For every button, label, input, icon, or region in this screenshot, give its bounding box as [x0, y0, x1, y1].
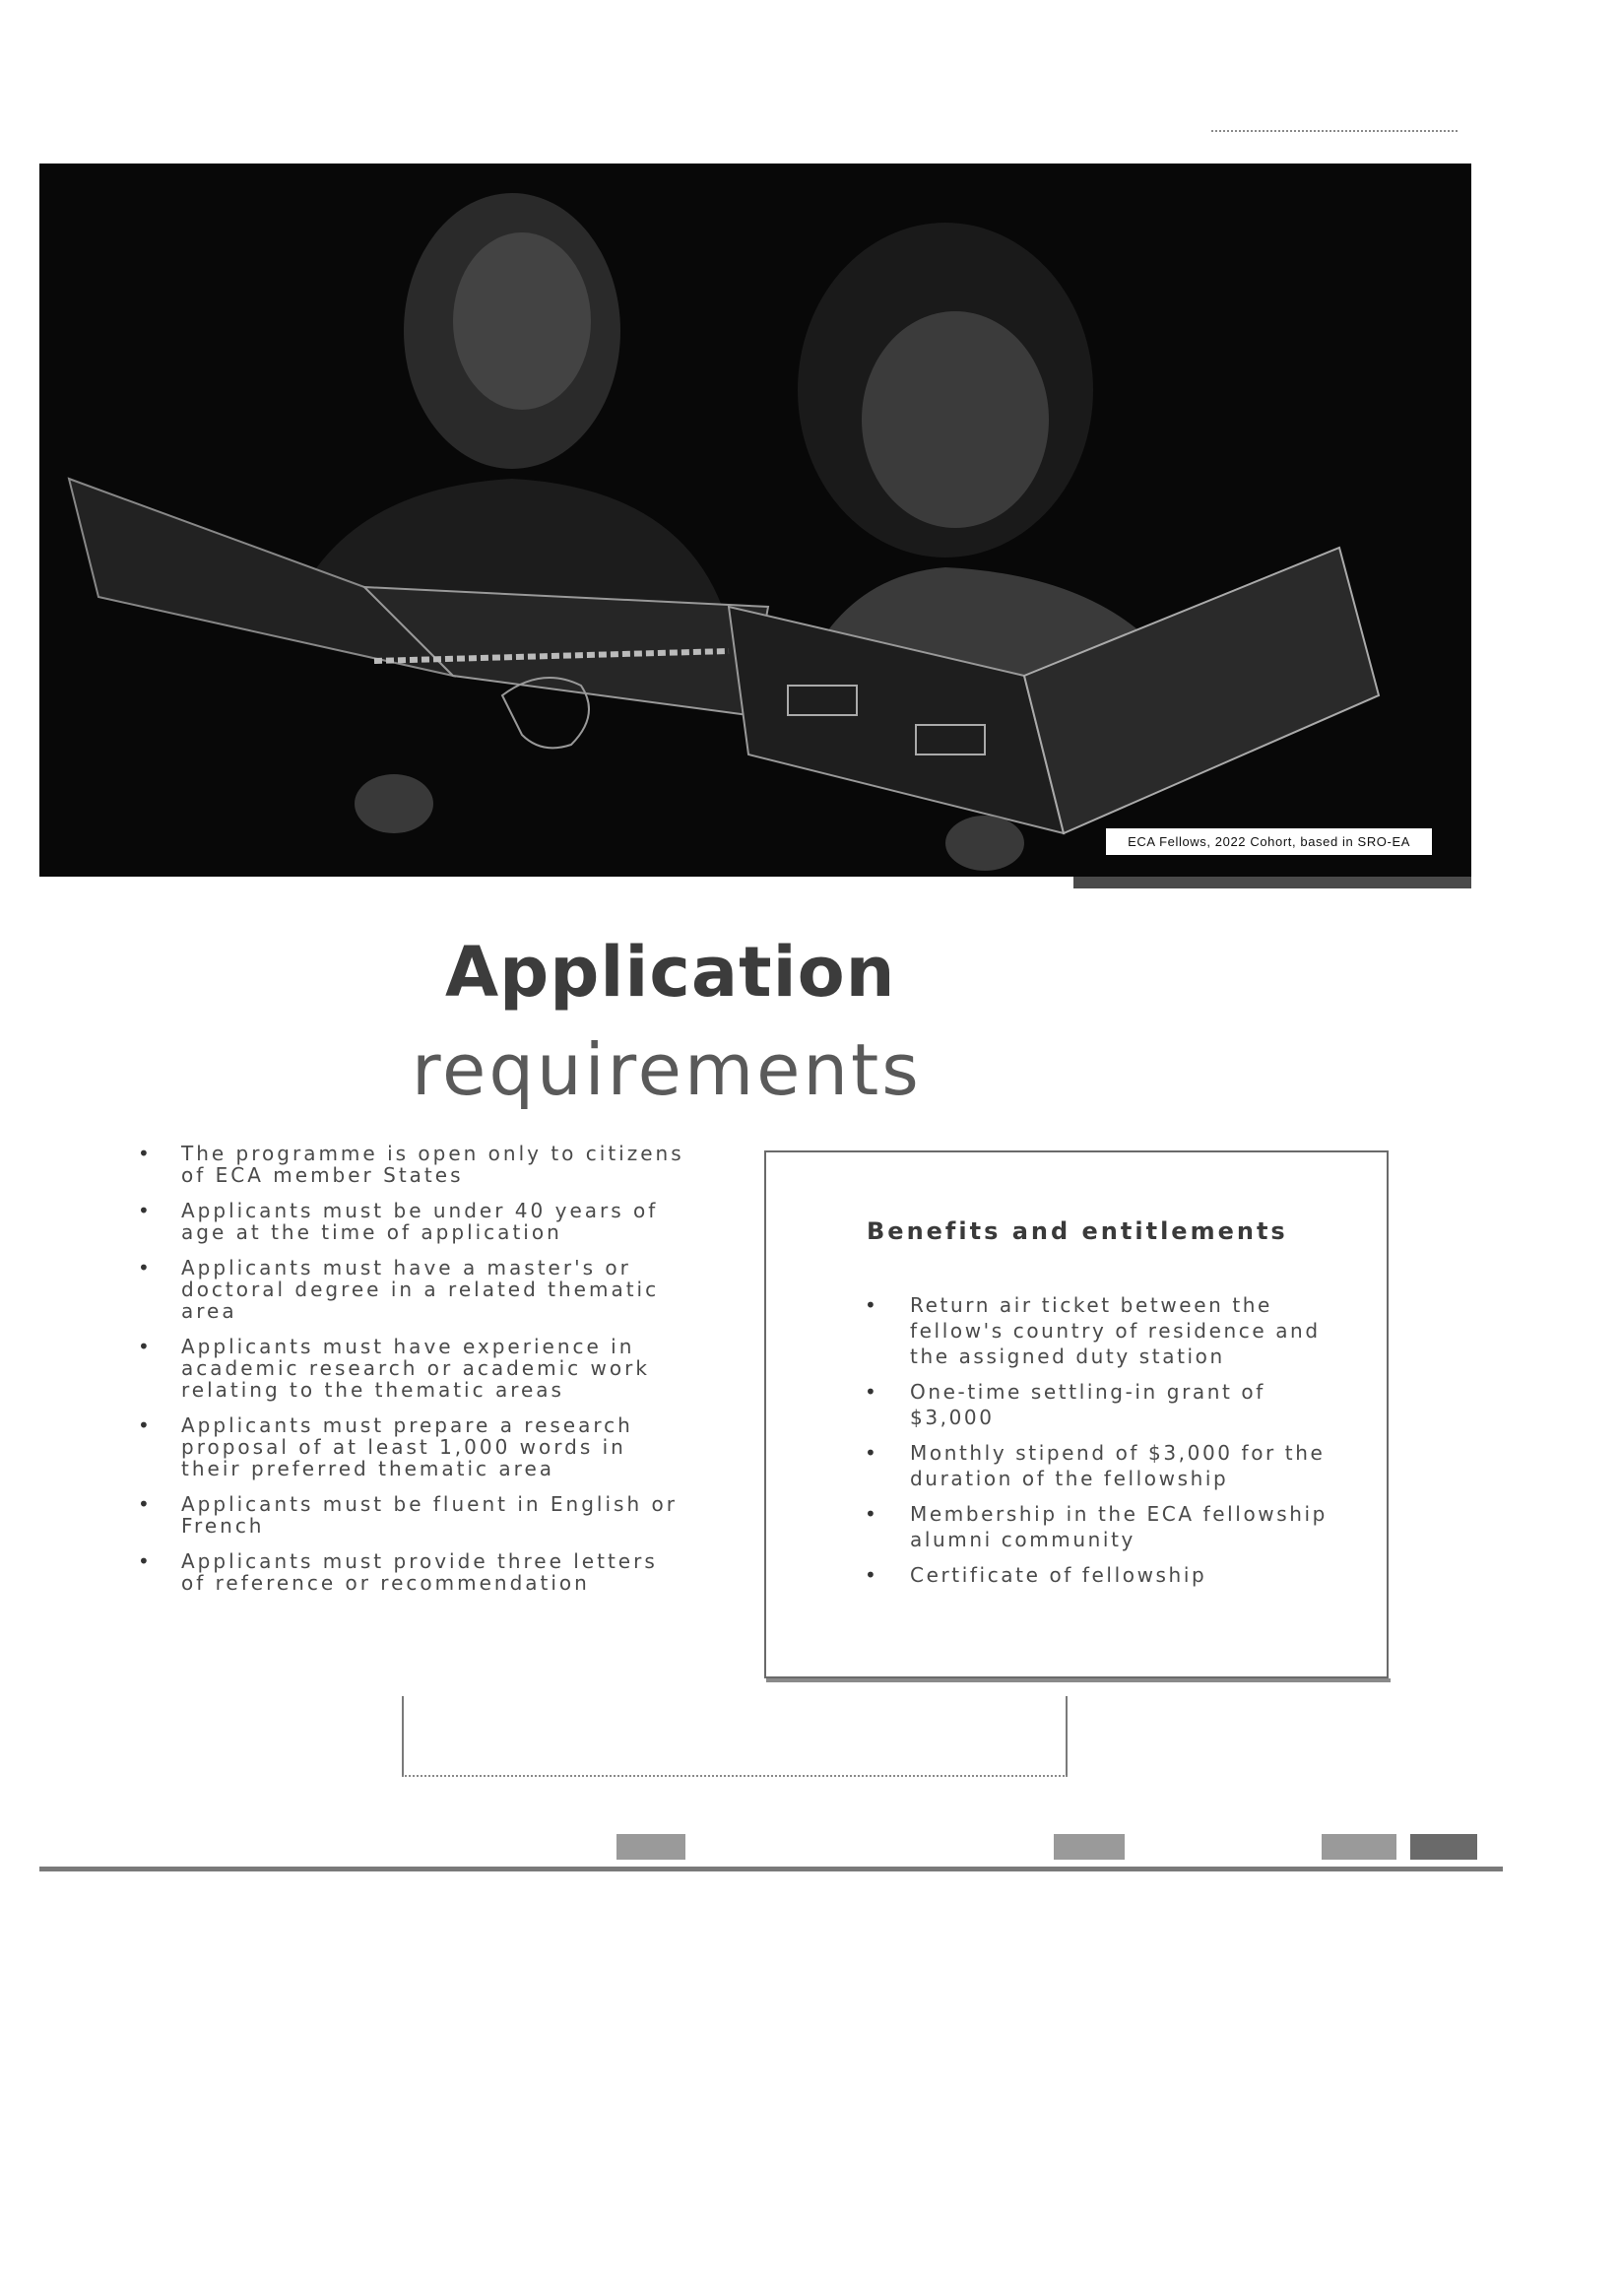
- bullet-icon: •: [865, 1563, 879, 1587]
- bullet-icon: •: [138, 1335, 153, 1358]
- benefit-text: Membership in the ECA fellowship alumni community: [910, 1502, 1328, 1551]
- scan-artifact-line: [1211, 130, 1458, 136]
- fellows-photo-illustration: [39, 164, 1471, 877]
- footer-chip: [1410, 1834, 1477, 1860]
- page-title: Application: [445, 932, 896, 1013]
- requirement-text: Applicants must prepare a research proposal of at least 1,000 words in their preferred thematic area: [181, 1413, 633, 1480]
- footer-chip: [616, 1834, 685, 1860]
- list-item: [865, 1562, 1328, 1588]
- benefit-text: Monthly stipend of $3,000 for the duration of the fellowship: [910, 1441, 1326, 1490]
- page-subtitle: requirements: [412, 1028, 922, 1111]
- bullet-icon: •: [138, 1256, 153, 1279]
- bullet-icon: •: [138, 1413, 153, 1437]
- requirement-text: Applicants must provide three letters of reference or recommendation: [181, 1549, 658, 1595]
- bullet-icon: •: [865, 1441, 879, 1465]
- benefit-text: Return air ticket between the fellow's country of residence and the assigned duty station: [910, 1293, 1321, 1368]
- bullet-icon: •: [138, 1492, 153, 1516]
- requirement-text: Applicants must have a master's or doctoral degree in a related thematic area: [181, 1256, 660, 1323]
- list-item: [138, 1336, 689, 1401]
- list-item: [865, 1440, 1328, 1491]
- photo-bottom-bar: [1073, 877, 1471, 888]
- requirement-text: Applicants must be fluent in English or French: [181, 1492, 678, 1538]
- empty-frame: [402, 1696, 1068, 1777]
- requirement-text: Applicants must have experience in academic research or academic work relating to the thematic areas: [181, 1335, 650, 1402]
- list-item: [138, 1143, 689, 1186]
- bullet-icon: •: [865, 1380, 879, 1404]
- list-item: [138, 1493, 689, 1537]
- benefit-text: Certificate of fellowship: [910, 1563, 1207, 1587]
- bullet-icon: •: [138, 1142, 153, 1165]
- list-item: [138, 1414, 689, 1479]
- bullet-icon: •: [865, 1293, 879, 1317]
- footer-chip: [1322, 1834, 1396, 1860]
- requirements-list: [138, 1143, 689, 1607]
- requirement-text: Applicants must be under 40 years of age at the time of application: [181, 1199, 659, 1244]
- fellows-photo: [39, 164, 1471, 877]
- benefit-text: One-time settling-in grant of $3,000: [910, 1380, 1265, 1429]
- list-item: [865, 1292, 1328, 1369]
- list-item: [138, 1550, 689, 1594]
- list-item: [138, 1257, 689, 1322]
- benefits-list: [865, 1292, 1328, 1598]
- footer-rule: [39, 1867, 1503, 1871]
- list-item: [865, 1379, 1328, 1430]
- bullet-icon: •: [138, 1199, 153, 1222]
- bullet-icon: •: [865, 1502, 879, 1526]
- photo-caption: ECA Fellows, 2022 Cohort, based in SRO-EA: [1106, 828, 1432, 855]
- benefits-box: [764, 1150, 1389, 1678]
- requirement-text: The programme is open only to citizens of ECA member States: [181, 1142, 684, 1187]
- list-item: [138, 1200, 689, 1243]
- footer-chip: [1054, 1834, 1125, 1860]
- bullet-icon: •: [138, 1549, 153, 1573]
- benefits-title: Benefits and entitlements: [867, 1217, 1288, 1245]
- list-item: [865, 1501, 1328, 1552]
